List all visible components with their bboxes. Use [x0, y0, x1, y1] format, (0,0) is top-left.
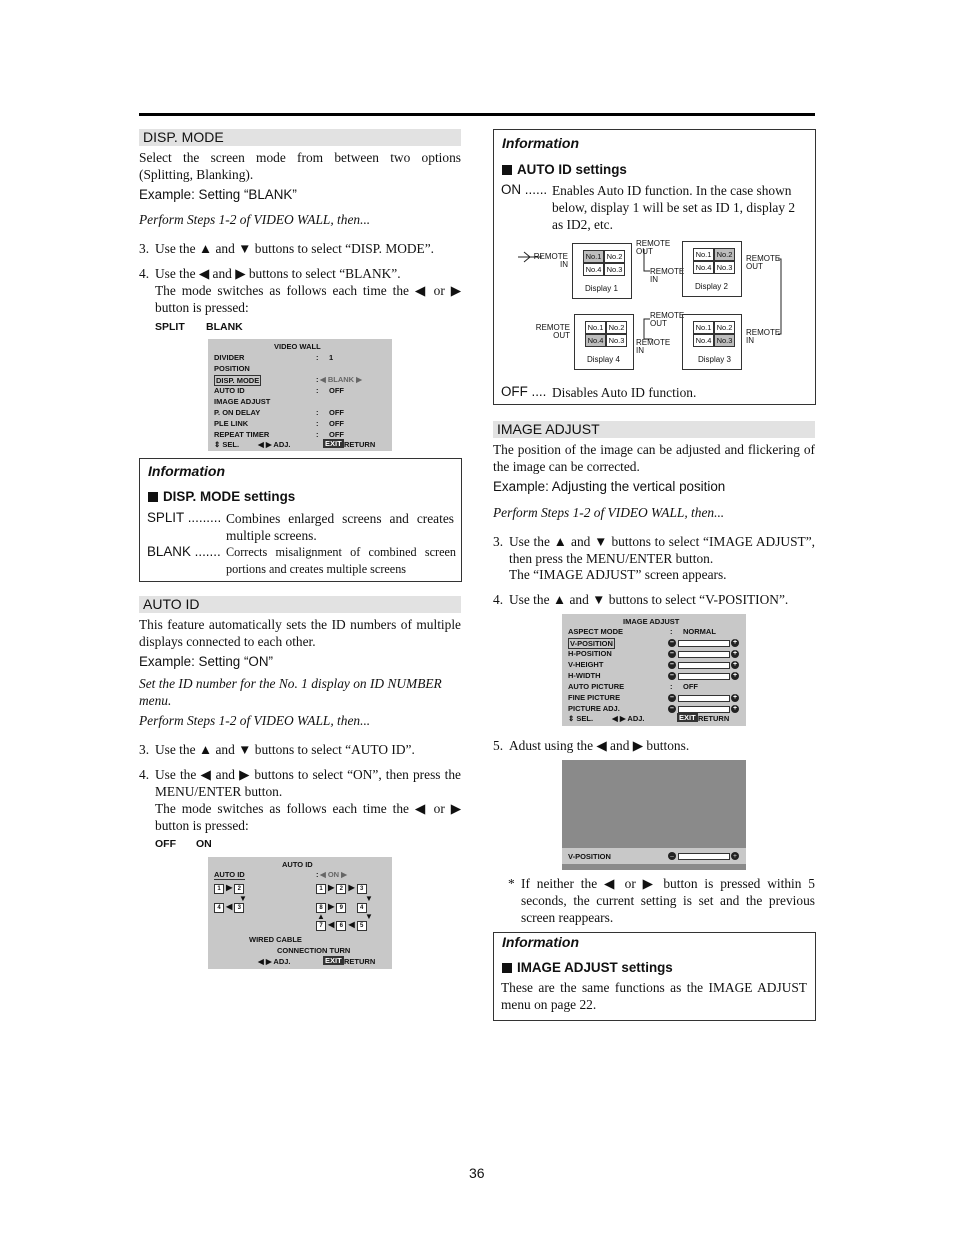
cell-no2: No.2 [714, 321, 735, 334]
disp-mode-step-3 [139, 240, 461, 257]
step-text: Use the ▲ and ▼ buttons to select “V-POSITION”. [509, 592, 789, 607]
image-adjust-perform: Perform Steps 1-2 of VIDEO WALL, then... [493, 505, 725, 520]
arrow-down-icon: ▼ [365, 894, 373, 903]
menu-footer-sel: ⇕ SEL. [214, 440, 240, 449]
step-number: 5. [493, 738, 504, 753]
grid-number: 8 [316, 903, 326, 913]
remote-out-label: REMOTE OUT [535, 323, 570, 340]
screen-label: V-POSITION [568, 852, 611, 861]
cell-no3: No.3 [714, 261, 735, 274]
minus-icon: – [668, 672, 676, 680]
auto-id-step-3 [139, 741, 461, 758]
menu-title: VIDEO WALL [274, 342, 321, 351]
v-height-slider [678, 662, 730, 669]
menu-row-label: AUTO PICTURE [568, 682, 625, 691]
plus-icon: + [732, 661, 738, 668]
minus-icon: – [668, 639, 676, 647]
step-number: 3. [139, 241, 150, 256]
step-number: 4. [139, 767, 150, 782]
auto-id-menu [208, 857, 392, 969]
cell-no2: No.2 [714, 248, 735, 261]
menu-row-colon: : [316, 353, 319, 362]
arrow-left-icon: ◀ [348, 920, 355, 929]
menu-footer-adj: ◀ ▶ ADJ. [258, 957, 291, 966]
disp-mode-step-4 [139, 265, 461, 282]
display-1-label: Display 1 [585, 284, 618, 293]
arrow-left-icon: ◀ [226, 902, 233, 911]
info-subtitle-text: AUTO ID settings [517, 162, 627, 177]
off-desc: Disables Auto ID function. [552, 385, 697, 400]
info-subtitle-text: DISP. MODE settings [163, 489, 296, 504]
menu-footer-adj: ◀ ▶ ADJ. [258, 440, 291, 449]
grid-number: 3 [234, 903, 244, 913]
menu-footer-sel: ⇕ SEL. [568, 714, 594, 723]
disp-mode-step-4b: The mode switches as follows each time the ◀ or ▶ button is pressed: [155, 283, 461, 315]
info-title: Information [502, 934, 579, 950]
blank-desc: Corrects misalignment of combined screen portions and creates multiple screens [226, 545, 456, 576]
on-desc: Enables Auto ID function. In the case shown below, display 1 will be set as ID 1, display 2 as ID2, etc. [552, 183, 796, 232]
auto-id-note: Set the ID number for the No. 1 display on ID NUMBER menu. [139, 676, 442, 708]
minus-icon: – [668, 650, 676, 658]
note-text: If neither the ◀ or ▶ button is pressed within 5 seconds, the current setting is set and the previous screen reappears. [521, 876, 815, 925]
cell-no3: No.3 [606, 334, 627, 347]
v-position-slider [678, 640, 730, 647]
square-bullet-icon [148, 492, 158, 502]
menu-row-label: FINE PICTURE [568, 693, 621, 702]
off-term: OFF .... [501, 384, 547, 399]
grid-number: 7 [316, 921, 326, 931]
cell-no3: No.3 [604, 263, 625, 276]
menu-row-colon: : [316, 870, 319, 879]
step-text: Use the ▲ and ▼ buttons to select “AUTO ID”. [155, 742, 415, 757]
disp-mode-example: Example: Setting “BLANK” [139, 187, 297, 202]
menu-row-value: NORMAL [683, 627, 716, 636]
auto-id-wiring-diagram [494, 235, 815, 365]
menu-footer-exit: EXIT [325, 439, 342, 448]
remote-out-label: REMOTE OUT [746, 254, 781, 271]
menu-row-label: PICTURE ADJ. [568, 704, 620, 713]
step-text: Adust using the ◀ and ▶ buttons. [509, 738, 690, 753]
auto-id-step-4b: The mode switches as follows each time the ◀ or ▶ button is pressed: [155, 801, 461, 833]
wiring-grid-right-row2: 8 ▶ 9 ▶ 4 [316, 902, 367, 913]
step-text: Use the ◀ and ▶ buttons to select “ON”, then press the MENU/ENTER button. [155, 767, 461, 799]
blank-term: BLANK ....... [147, 544, 221, 559]
menu-row-value: OFF [329, 419, 344, 428]
image-adjust-menu: IMAGE ADJUST ASPECT MODE : NORMAL V-POSITION H-POSITION V-HEIGHT H-WIDTH AUTO PICTURE : OFF FINE PICTURE PICTURE ADJ. – + – + – + – + – + – + ⇕ SEL. ◀ ▶ ADJ. EXIT RETURN [562, 614, 746, 726]
menu-row-colon: : [316, 430, 319, 439]
fine-picture-slider [678, 695, 730, 702]
grid-number: 4 [357, 903, 367, 913]
cell-no1: No.1 [693, 248, 714, 261]
image-adjust-step-4 [493, 591, 815, 608]
menu-row-label: ASPECT MODE [568, 627, 624, 636]
minus-icon: – [668, 694, 676, 702]
info-subtitle [148, 489, 295, 504]
minus-icon: – [668, 852, 676, 860]
menu-row-label: V-HEIGHT [568, 660, 604, 669]
info-image-adjust-box [493, 932, 816, 1021]
note-mark: * [508, 876, 515, 891]
split-desc: Combines enlarged screens and creates multiple screens. [226, 511, 454, 543]
menu-footer-return: RETURN [344, 957, 376, 966]
option-split: SPLIT [155, 321, 185, 333]
grid-number: 1 [214, 884, 224, 894]
arrow-down-icon: ▼ [239, 894, 247, 903]
menu-row-value: OFF [329, 430, 344, 439]
disp-mode-heading: DISP. MODE [139, 129, 461, 146]
auto-id-heading: AUTO ID [139, 596, 461, 613]
step-number: 3. [493, 534, 504, 549]
info-subtitle-text: IMAGE ADJUST settings [517, 960, 673, 975]
step-number: 3. [139, 742, 150, 757]
auto-id-perform: Perform Steps 1-2 of VIDEO WALL, then... [139, 713, 371, 728]
arrow-right-icon: ▶ [226, 883, 233, 892]
plus-icon: + [732, 705, 738, 712]
cell-no4: No.4 [693, 261, 714, 274]
wiring-grid-left [214, 883, 244, 894]
menu-row-colon: : [316, 386, 319, 395]
image-adjust-heading: IMAGE ADJUST [493, 421, 815, 438]
menu-row-label: DIVIDER [214, 353, 245, 362]
minus-icon: – [668, 705, 676, 713]
auto-id-intro: This feature automatically sets the ID numbers of multiple displays connected to each other. [139, 617, 461, 649]
auto-id-example: Example: Setting “ON” [139, 654, 273, 669]
auto-id-step-4 [139, 766, 461, 800]
menu-row-colon: : [316, 375, 319, 384]
disp-mode-perform: Perform Steps 1-2 of VIDEO WALL, then... [139, 212, 371, 227]
menu-row-value: 1 [329, 353, 334, 362]
plus-icon: + [732, 650, 738, 657]
menu-row-value: OFF [329, 386, 344, 395]
option-on: ON [196, 838, 212, 850]
plus-icon: + [732, 672, 738, 679]
arrow-right-icon: ▶ [348, 883, 355, 892]
grid-number: 4 [214, 903, 224, 913]
top-rule [139, 113, 815, 116]
step-number: 4. [139, 266, 150, 281]
h-width-slider [678, 673, 730, 680]
menu-row-label-selected: AUTO ID [214, 870, 245, 879]
info-title: Information [502, 135, 579, 151]
option-blank: BLANK [206, 321, 243, 333]
square-bullet-icon [502, 963, 512, 973]
menu-row-label: POSITION [214, 364, 250, 373]
plus-icon: + [731, 852, 739, 860]
menu-row-label: IMAGE ADJUST [214, 397, 271, 406]
image-adjust-step-3b: The “IMAGE ADJUST” screen appears. [509, 567, 727, 582]
info-auto-id-box [493, 129, 816, 405]
wiring-grid-right-row3 [316, 920, 367, 931]
menu-row-label: H-WIDTH [568, 671, 601, 680]
wiring-grid-left-row2 [214, 902, 244, 913]
h-position-slider [678, 651, 730, 658]
v-position-slider [678, 853, 730, 860]
connection-turn-label: CONNECTION TURN [277, 946, 351, 955]
plus-icon: + [732, 639, 738, 646]
split-term: SPLIT ......... [147, 510, 222, 525]
arrow-right-icon: ▶ [328, 902, 335, 911]
wired-cable-label: WIRED CABLE [249, 935, 302, 944]
cell-no1: No.1 [693, 321, 714, 334]
cell-no4: No.4 [693, 334, 714, 347]
menu-footer-return: RETURN [344, 440, 376, 449]
remote-in-label: REMOTE IN [650, 267, 685, 284]
menu-row-colon: : [316, 419, 319, 428]
info-text: These are the same functions as the IMAGE ADJUST menu on page 22. [501, 980, 807, 1012]
page-number: 36 [469, 1165, 485, 1181]
menu-row-label-selected: DISP. MODE [216, 376, 260, 385]
arrow-up-icon: ▲ [317, 912, 325, 921]
menu-row-value: ◀ BLANK ▶ [320, 375, 362, 384]
video-wall-menu [208, 339, 392, 451]
cell-no4: No.4 [583, 263, 604, 276]
minus-icon: – [668, 661, 676, 669]
menu-row-label: P. ON DELAY [214, 408, 261, 417]
remote-in-label: REMOTE IN [533, 252, 568, 269]
menu-row-colon: : [316, 408, 319, 417]
remote-in-label: REMOTE IN [746, 328, 781, 345]
step-text: Use the ◀ and ▶ buttons to select “BLANK”. [155, 266, 401, 281]
on-term: ON ...... [501, 182, 548, 197]
grid-number: 2 [336, 884, 346, 894]
display-3-label: Display 3 [698, 355, 731, 364]
remote-in-label: REMOTE IN [636, 338, 671, 355]
step-number: 4. [493, 592, 504, 607]
menu-row-label: REPEAT TIMER [214, 430, 270, 439]
menu-row-value: OFF [683, 682, 698, 691]
info-disp-mode-box [139, 458, 462, 582]
step-text: Use the ▲ and ▼ buttons to select “DISP. MODE”. [155, 241, 435, 256]
disp-mode-intro: Select the screen mode from between two options (Splitting, Blanking). [139, 150, 461, 182]
grid-number: 5 [357, 921, 367, 931]
v-position-bar-strip [562, 848, 746, 864]
step-text: Use the ▲ and ▼ buttons to select “IMAGE ADJUST”, then press the MENU/ENTER button. [509, 534, 815, 566]
grid-number: 3 [357, 884, 367, 894]
menu-row-label: AUTO ID [214, 386, 245, 395]
picture-adj-slider [678, 706, 730, 713]
menu-row-value: OFF [329, 408, 344, 417]
grid-number: 2 [234, 884, 244, 894]
grid-number: 6 [336, 921, 346, 931]
remote-out-label: REMOTE OUT [636, 239, 671, 256]
menu-title: AUTO ID [282, 860, 313, 869]
v-position-screen [562, 760, 746, 870]
arrow-right-icon: ▶ [328, 883, 335, 892]
menu-footer-exit: EXIT [325, 956, 342, 965]
arrow-left-icon: ◀ [328, 920, 335, 929]
grid-number: 9 [336, 903, 346, 913]
menu-row-value: ◀ ON ▶ [320, 870, 347, 879]
cell-no1: No.1 [583, 250, 604, 263]
plus-icon: + [732, 694, 738, 701]
option-off: OFF [155, 838, 176, 850]
menu-row-label: H-POSITION [568, 649, 612, 658]
menu-row-label: PLE LINK [214, 419, 249, 428]
menu-footer-exit: EXIT [679, 713, 696, 722]
info-subtitle [502, 162, 627, 177]
menu-footer-adj: ◀ ▶ ADJ. [612, 714, 645, 723]
cell-no1: No.1 [585, 321, 606, 334]
display-2-label: Display 2 [695, 282, 728, 291]
image-adjust-intro: The position of the image can be adjusted and flickering of the image can be corrected. [493, 442, 815, 474]
cell-no2: No.2 [606, 321, 627, 334]
square-bullet-icon [502, 165, 512, 175]
info-subtitle [502, 960, 673, 975]
remote-out-label: REMOTE OUT [650, 311, 685, 328]
wiring-grid-right-row1 [316, 883, 367, 894]
cell-no4: No.4 [585, 334, 606, 347]
image-adjust-example: Example: Adjusting the vertical position [493, 479, 726, 494]
menu-title: IMAGE ADJUST [623, 617, 680, 626]
grid-number: 1 [316, 884, 326, 894]
cell-no3: No.3 [714, 334, 735, 347]
display-4-label: Display 4 [587, 355, 620, 364]
menu-footer-return: RETURN [698, 714, 730, 723]
cell-no2: No.2 [604, 250, 625, 263]
image-adjust-step-5 [493, 737, 815, 754]
image-adjust-step-3 [493, 533, 815, 567]
info-title: Information [148, 463, 225, 479]
arrow-down-icon: ▼ [365, 912, 373, 921]
menu-row-label-selected: V-POSITION [570, 639, 613, 648]
